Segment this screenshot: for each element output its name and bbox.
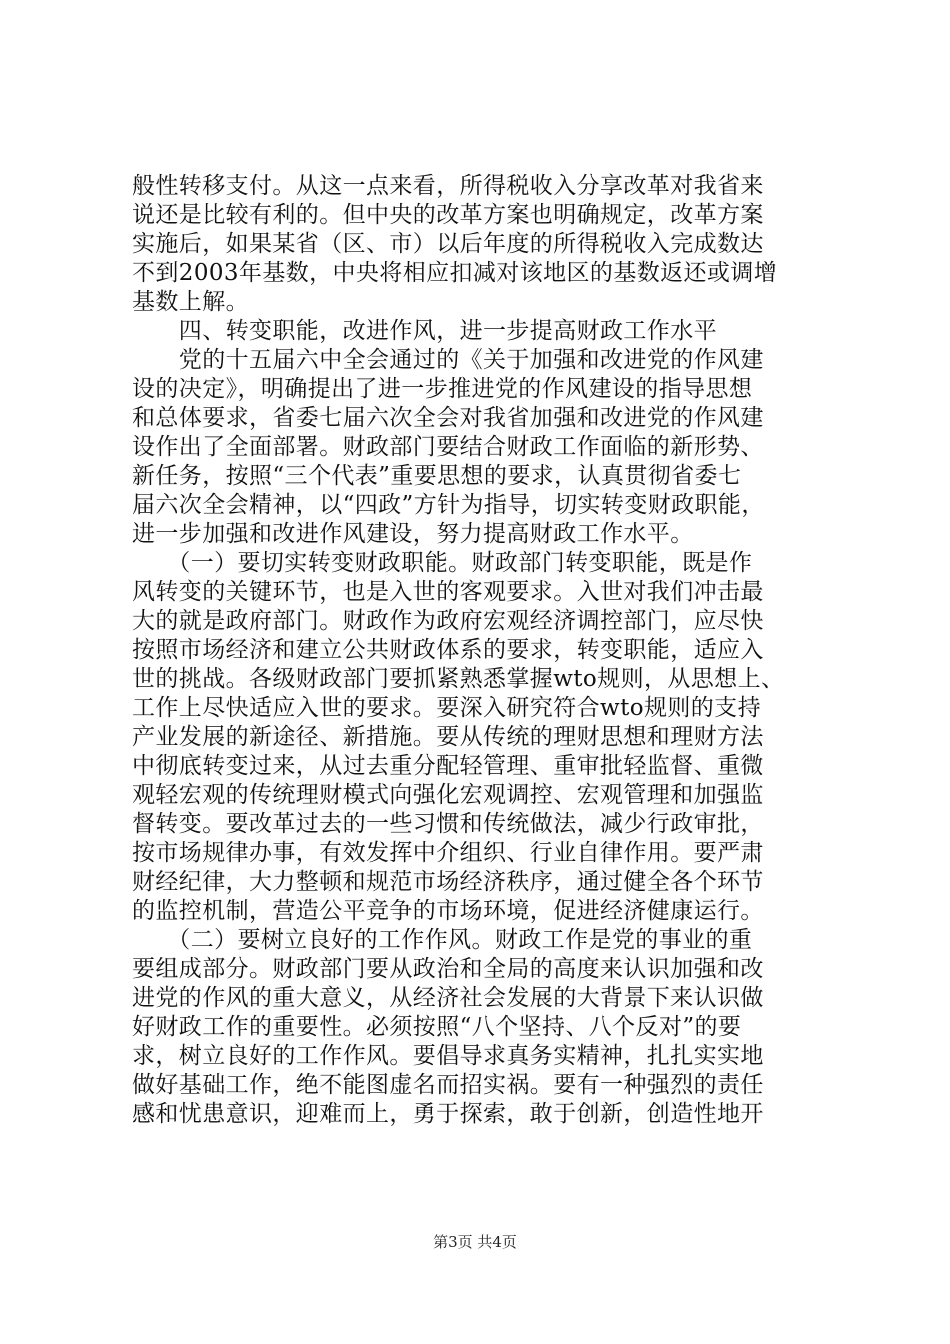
page-footer [0,1232,950,1252]
text-line: 和总体要求，省委七届六次全会对我省加强和改进党的作风建 [132,405,764,431]
text-line: 进党的作风的重大意义，从经济社会发展的大背景下来认识做 [132,985,764,1011]
text-line: 不到2003年基数，中央将相应扣减对该地区的基数返还或调增 [132,260,778,286]
text-line: 大的就是政府部门。财政作为政府宏观经济调控部门，应尽快 [132,608,764,634]
text-line: 设作出了全面部署。财政部门要结合财政工作面临的新形势、 [132,434,764,460]
text-line: 按照市场经济和建立公共财政体系的要求，转变职能，适应入 [132,637,764,663]
text-line: 新任务，按照“三个代表”重要思想的要求，认真贯彻省委七 [132,463,742,489]
text-line: 观轻宏观的传统理财模式向强化宏观调控、宏观管理和加强监 [132,782,764,808]
text-line: 基数上解。 [132,289,249,315]
text-line: （一）要切实转变财政职能。财政部门转变职能，既是作 [132,550,753,576]
page-body [132,172,832,1129]
text-line: 进一步加强和改进作风建设，努力提高财政工作水平。 [132,521,694,547]
text-line: 党的十五届六中全会通过的《关于加强和改进党的作风建 [132,347,764,373]
text-line: 感和忧患意识，迎难而上，勇于探索，敢于创新，创造性地开 [132,1101,764,1127]
text-line: 求，树立良好的工作作风。要倡导求真务实精神，扎扎实实地 [132,1043,764,1069]
text-line: （二）要树立良好的工作作风。财政工作是党的事业的重 [132,927,753,953]
text-line: 按市场规律办事，有效发挥中介组织、行业自律作用。要严肃 [132,840,764,866]
text-line: 般性转移支付。从这一点来看，所得税收入分享改革对我省来 [132,173,764,199]
text-line: 世的挑战。各级财政部门要抓紧熟悉掌握wto规则，从思想上、 [132,666,785,692]
text-line: 好财政工作的重要性。必须按照“八个坚持、八个反对”的要 [132,1014,742,1040]
text-line: 说还是比较有利的。但中央的改革方案也明确规定，改革方案 [132,202,764,228]
text-line: 要组成部分。财政部门要从政治和全局的高度来认识加强和改 [132,956,764,982]
text-line: 风转变的关键环节，也是入世的客观要求。入世对我们冲击最 [132,579,764,605]
text-line: 督转变。要改革过去的一些习惯和传统做法，减少行政审批， [132,811,764,837]
text-line: 做好基础工作，绝不能图虚名而招实祸。要有一种强烈的责任 [132,1072,764,1098]
text-line: 的监控机制，营造公平竞争的市场环境，促进经济健康运行。 [132,898,764,924]
text-line: 工作上尽快适应入世的要求。要深入研究符合wto规则的支持 [132,695,761,721]
text-line: 设的决定》，明确提出了进一步推进党的作风建设的指导思想 [132,376,753,402]
text-line: 届六次全会精神，以“四政”方针为指导，切实转变财政职能， [132,492,765,518]
text-line: 产业发展的新途径、新措施。要从传统的理财思想和理财方法 [132,724,764,750]
section-heading: 四、转变职能，改进作风，进一步提高财政工作水平 [132,318,717,344]
text-line: 中彻底转变过来，从过去重分配轻管理、重审批轻监督、重微 [132,753,764,779]
text-line: 财经纪律，大力整顿和规范市场经济秩序，通过健全各个环节 [132,869,764,895]
text-line: 实施后，如果某省（区、市）以后年度的所得税收入完成数达 [132,231,764,257]
page-number: 第3页 共4页 [433,1233,517,1251]
